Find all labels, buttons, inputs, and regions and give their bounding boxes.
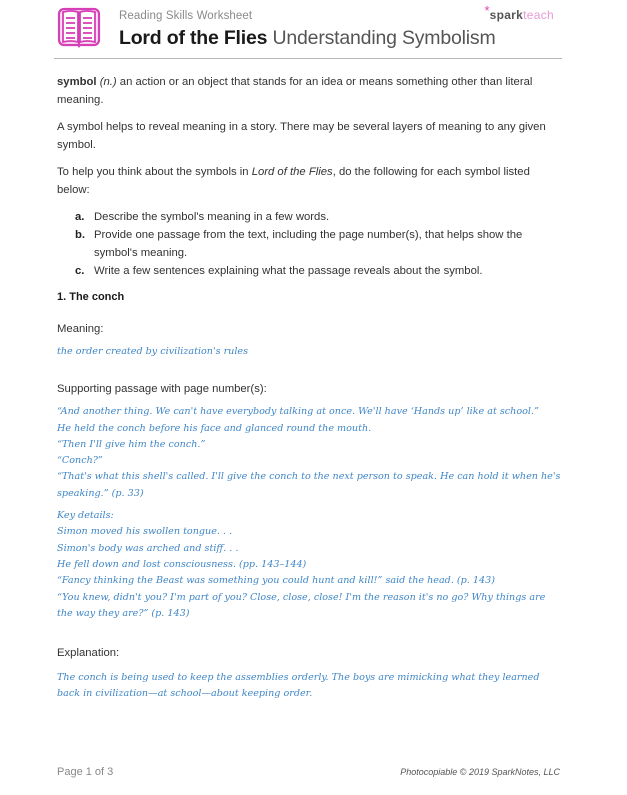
- key-detail-line: “Fancy thinking the Beast was something you could hunt and kill!” said the head. (p. 143): [57, 575, 495, 587]
- passage-label: Supporting passage with page number(s):: [57, 383, 267, 396]
- intro-paragraph: A symbol helps to reveal meaning in a story. There may be several layers of meaning to any given symbol.: [57, 121, 546, 151]
- passage-line: “That's what this shell's called. I'll give the conch to the next person to speak. He can hold it when he's speaking.” (p. 33): [57, 471, 561, 499]
- page-number: Page 1 of 3: [57, 766, 114, 778]
- step-text: Describe the symbol's meaning in a few words.: [94, 211, 330, 223]
- passage-line: “Then I'll give him the conch.”: [57, 438, 206, 450]
- definition-term: symbol: [57, 76, 97, 88]
- book-title-italic: Lord of the Flies: [251, 166, 333, 178]
- open-book-icon: [57, 7, 101, 49]
- logo-teach: teach: [523, 8, 554, 22]
- book-title: Lord of the Flies: [119, 27, 268, 49]
- step-item: [75, 208, 562, 226]
- section-heading: 1. The conch: [57, 291, 125, 303]
- step-text: Provide one passage from the text, including the page number(s), that helps show the symbol's meaning.: [94, 229, 523, 259]
- meaning-answer[interactable]: the order created by civilization's rules: [57, 346, 249, 357]
- step-item: [75, 262, 562, 280]
- step-marker: b.: [75, 229, 86, 241]
- step-marker: a.: [75, 211, 85, 223]
- logo-spark: spark: [489, 8, 524, 22]
- passage-line: “Conch?”: [57, 455, 103, 467]
- step-marker: c.: [75, 265, 85, 277]
- worksheet-topic: Understanding Symbolism: [272, 27, 496, 49]
- meaning-label: Meaning:: [57, 323, 104, 335]
- page-title: [119, 27, 496, 50]
- key-details-label: Key details:: [57, 510, 114, 522]
- passage-line: “And another thing. We can't have everybody talking at once. We'll have ‘Hands up’ like at school.”: [57, 406, 539, 418]
- instructions-paragraph: [57, 163, 562, 199]
- worksheet-header: [46, 4, 564, 54]
- part-of-speech: (n.): [99, 76, 117, 88]
- worksheet-body: [57, 73, 562, 703]
- instruction-steps: [57, 208, 562, 280]
- header-divider: [54, 58, 562, 59]
- asterisk-icon: *: [484, 3, 490, 18]
- instructions-text: To help you think about the symbols in: [57, 166, 252, 178]
- worksheet-kicker: Reading Skills Worksheet: [119, 10, 253, 22]
- step-item: [75, 226, 562, 262]
- key-detail-line: Simon moved his swollen tongue. . .: [57, 526, 233, 538]
- definition-text: an action or an object that stands for an idea or means something other than literal meaning.: [57, 76, 533, 106]
- key-detail-line: Simon's body was arched and stiff. . .: [57, 542, 239, 554]
- definition-paragraph: [57, 73, 562, 109]
- explanation-answer[interactable]: The conch is being used to keep the assemblies orderly. The boys are mimicking what they learned back in civilization—at school—about keeping order.: [57, 672, 540, 700]
- sparkteach-logo: [484, 3, 554, 22]
- key-detail-line: He fell down and lost consciousness. (pp. 143–144): [57, 558, 307, 570]
- step-text: Write a few sentences explaining what the passage reveals about the symbol.: [94, 265, 483, 277]
- copyright-notice: Photocopiable © 2019 SparkNotes, LLC: [400, 767, 560, 777]
- passage-line: He held the conch before his face and glanced round the mouth.: [57, 422, 372, 434]
- passage-answer[interactable]: [57, 404, 562, 622]
- instructions-text-end: , do the following for each symbol listed below:: [57, 166, 530, 196]
- explanation-label: Explanation:: [57, 647, 120, 660]
- key-detail-line: “You knew, didn't you? I'm part of you? Close, close, close! I'm the reason it's no go? Why things are the way they are?” (p. 143): [57, 591, 546, 619]
